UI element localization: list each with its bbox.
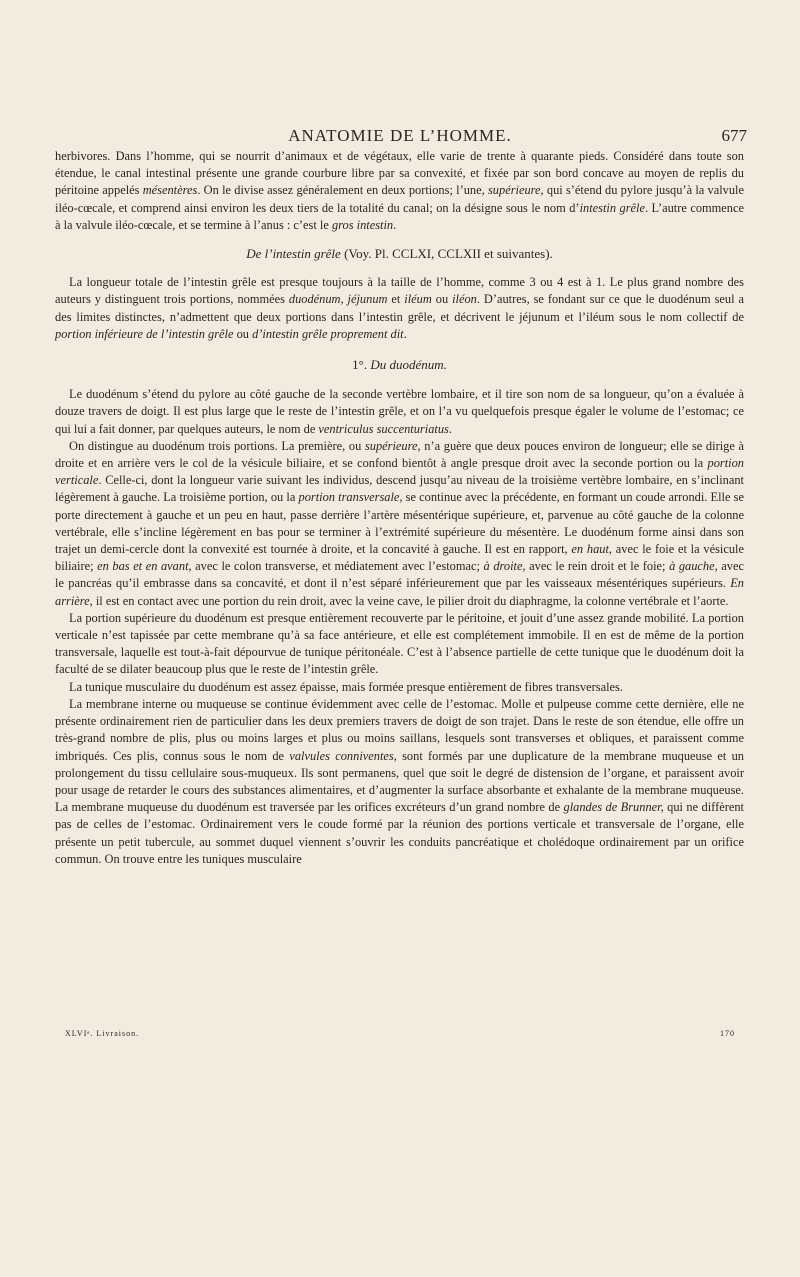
signature-mark: XLVIᵉ. Livraison. xyxy=(65,1029,140,1038)
page-header xyxy=(0,126,800,146)
section-heading: De l’intestin grêle (Voy. Pl. CCLXI, CCLXII et suivantes). xyxy=(246,246,553,262)
paragraph: La tunique musculaire du duodénum est assez épaisse, mais formée presque entièrement de fibres transversales. xyxy=(69,679,623,694)
paragraph: herbivores. Dans l’homme, qui se nourrit d’animaux et de végétaux, elle varie de trente à quarante pieds. Considéré dans toute son étendue, le canal intestinal présente une grande courbure libre par sa convexité, et fixée par son bord concave au moyen de replis du péritoine appelés mésentères. On le divise assez généralement en deux portions; l’une, supérieure, qui s’étend du pylore jusqu’à la valvule iléo-cœcale, et comprend ainsi environ les deux tiers de la totalité du canal; on la désigne sous le nom d’intestin grêle. L’autre commence à la valvule iléo-cœcale, et se termine à l’anus : c’est le gros intestin. xyxy=(55,149,745,232)
sheet-number: 170 xyxy=(720,1029,735,1038)
paragraph: La longueur totale de l’intestin grêle est presque toujours à la taille de l’homme, comme 3 ou 4 est à 1. Le plus grand nombre des auteurs y distinguent trois portions, nommées duodénum, jéjunum et iléum ou iléon. D’autres, se fondant sur ce que le duodénum seul a des limites distinctes, n’admettent que deux portions dans l’intestin grêle, et décrivent le jéjunum et l’iléum sous le nom collectif de portion inférieure de l’intestin grêle ou d’intestin grêle proprement dit. xyxy=(55,275,745,341)
page-footer xyxy=(65,1029,735,1041)
paragraph: Le duodénum s’étend du pylore au côté gauche de la seconde vertèbre lombaire, et il tire son nom de sa longueur, qu’on a évaluée à douze travers de doigt. Il est plus large que le reste de l’intestin grêle, et on l’a vu quelquefois presque égaler le volume de l’estomac; ce qui lui a fait donner, par quelques auteurs, le nom de ventriculus succenturiatus. xyxy=(55,387,744,436)
subsection-heading: 1°. Du duodénum. xyxy=(352,357,447,373)
paragraph: La portion supérieure du duodénum est presque entièrement recouverte par le péritoine, et jouit d’une assez grande mobilité. La portion verticale n’est tapissée par cette membrane qu’à sa face antérieure, et elle est complétement immobile. Il en est de même de la portion transversale, laquelle est tout-à-fait dépourvue de tunique péritonéale. C’est à l’absence partielle de cette tunique que le duodénum doit la faculté de se dilater beaucoup plus que le reste de l’intestin grêle. xyxy=(55,610,744,677)
paragraph: On distingue au duodénum trois portions. La première, ou supérieure, n’a guère que deux pouces environ de longueur; elle se dirige à droite et en arrière vers le col de la vésicule biliaire, et se confond bientôt à angle presque droit avec la seconde portion ou la portion verticale. Celle-ci, dont la longueur varie suivant les individus, descend jusqu’au niveau de la troisième vertèbre lombaire, en s’inclinant légèrement à gauche. La troisième portion, ou la portion transversale, se continue avec la précédente, en formant un coude arrondi. Elle se porte directement à gauche et un peu en haut, passe derrière l’artère mésentérique supérieure, et, parvenue au côté gauche de la colonne vertébrale, elle s’incline légèrement en bas pour se terminer à l’extrémité supérieure du mésentère. Le duodénum forme ainsi dans son trajet un demi-cercle dont la convexité est tournée à droite, et la concavité à gauche. Il est en rapport, en haut, avec le foie et la vésicule biliaire; en bas et en avant, avec le colon transverse, et médiatement avec l’estomac; à droite, avec le rein droit et le foie; à gauche, avec le pancréas qu’il embrasse dans sa concavité, et dont il n’est séparé inférieurement que par les vaisseaux mésentériques supérieurs. En arrière, il est en contact avec une portion du rein droit, avec la veine cave, le pilier droit du diaphragme, la colonne vertébrale et l’aorte. xyxy=(55,438,745,608)
page-number: 677 xyxy=(721,126,747,145)
paragraph: La membrane interne ou muqueuse se continue évidemment avec celle de l’estomac. Molle et pulpeuse comme cette dernière, elle ne présente ordinairement rien de particulier dans les deux premiers travers de doigt de son trajet. Dans le reste de son étendue, elle offre un très-grand nombre de plis, plus ou moins larges et plus ou moins saillans, lesquels sont transverses et obliques, et paraissent comme imbriqués. Ces plis, connus sous le nom de valvules conniventes, sont formés par une duplicature de la membrane muqueuse et un prolongement du tissu cellulaire sous-muqueux. Ils sont permanens, quel que soit le degré de distension de l’organe, et paraissent avoir pour usage de retarder le cours des substances alimentaires, et d’augmenter la surface absorbante et exhalante de la membrane muqueuse. La membrane muqueuse du duodénum est traversée par les orifices excréteurs d’un grand nombre de glandes de Brunner, qui ne diffèrent pas de celles de l’estomac. Ordinairement vers le coude formé par la réunion des portions verticale et transversale de l’organe, elle présente un petit tubercule, au sommet duquel viennent s’ouvrir les conduits pancréatique et cholédoque ordinairement par un orifice commun. On trouve entre les tuniques musculaire xyxy=(55,696,744,866)
body-text xyxy=(55,148,744,868)
running-head: ANATOMIE DE L’HOMME. xyxy=(288,126,512,145)
